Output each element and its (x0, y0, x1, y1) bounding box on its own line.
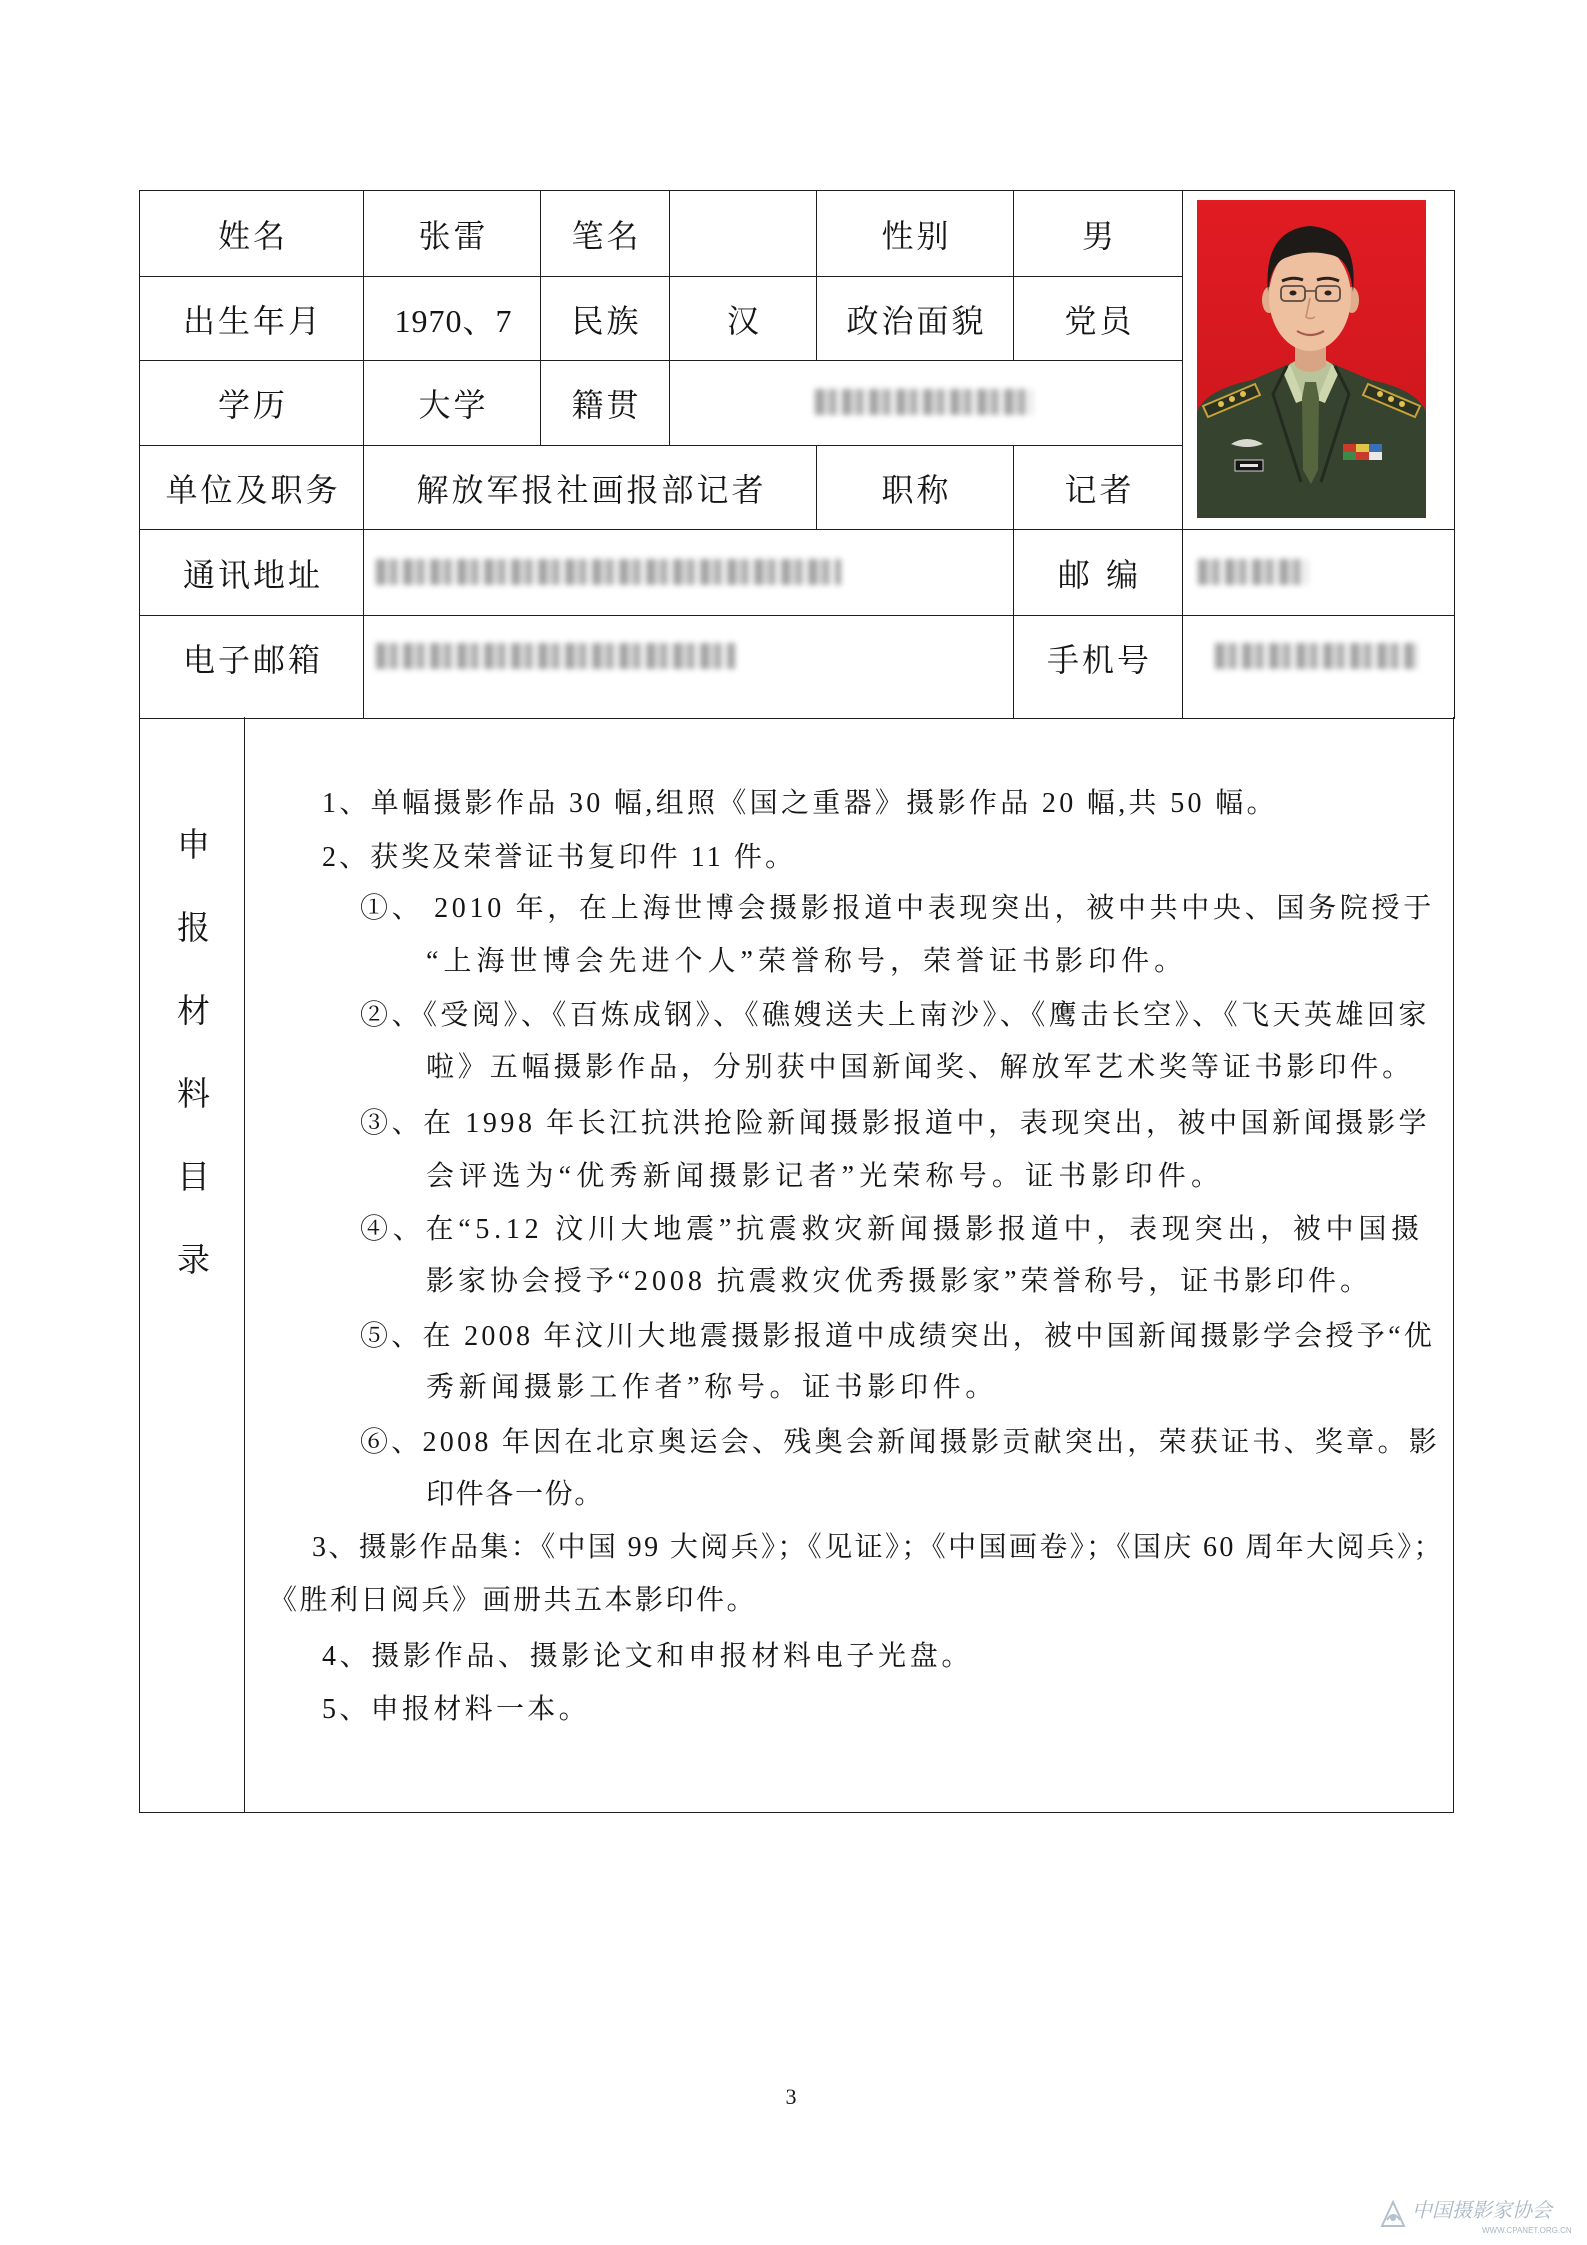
catalog-item-3-line-1 (312, 1528, 1444, 1568)
line-text: 印件各一份。 (426, 1479, 604, 1510)
catalog-item-5-line (322, 1690, 590, 1730)
ethnicity-value: 汉 (670, 277, 817, 361)
line-text: “上海世博会先进个人”荣誉称号，荣誉证书影印件。 (426, 946, 1188, 977)
name-label: 姓名 (140, 191, 364, 277)
line-text: 4、摄影作品、摄影论文和申报材料电子光盘。 (322, 1641, 974, 1672)
line-text: 3、摄影作品集：《中国 99 大阅兵》；《见证》；《中国画卷》；《国庆 60 周年大阅兵》； (312, 1532, 1444, 1563)
email-label: 电子邮箱 (140, 616, 364, 719)
birth-value: 1970、7 (364, 277, 541, 361)
political-status-value: 党员 (1014, 277, 1183, 361)
job-title-value: 记者 (1014, 446, 1183, 530)
political-status-label: 政治面貌 (817, 277, 1014, 361)
award-6-line-1 (360, 1423, 1440, 1463)
award-5-line-2 (426, 1368, 998, 1408)
postcode-redacted (1198, 559, 1307, 585)
award-1-line-2 (426, 942, 1187, 982)
award-2-line-2 (426, 1048, 1414, 1088)
award-3-line-2 (426, 1157, 1224, 1197)
employer-value: 解放军报社画报部记者 (364, 446, 817, 530)
line-text: 2、获奖及荣誉证书复印件 11 件。 (322, 842, 797, 873)
catalog-heading: 申报材料目录 (172, 827, 211, 1325)
line-text: ④、在“5.12 汶川大地震”抗震救灾新闻摄影报道中，表现突出，被中国摄 (360, 1214, 1424, 1245)
line-text: ①、 2010 年，在上海世博会摄影报道中表现突出，被中共中央、国务院授于 (360, 893, 1435, 924)
catalog-item-2-line (322, 838, 796, 878)
address-label: 通讯地址 (140, 530, 364, 616)
job-title-label: 职称 (817, 446, 1014, 530)
education-value: 大学 (364, 361, 541, 446)
line-text: 秀新闻摄影工作者”称号。证书影印件。 (426, 1372, 998, 1403)
employer-label: 单位及职务 (140, 446, 364, 530)
association-logo-icon (1378, 2198, 1408, 2232)
mobile-redacted (1215, 643, 1418, 669)
line-text: 5、申报材料一本。 (322, 1694, 590, 1725)
mobile-label: 手机号 (1014, 616, 1183, 719)
line-text: 1、单幅摄影作品 30 幅,组照《国之重器》摄影作品 20 幅,共 50 幅。 (322, 788, 1278, 819)
catalog-item-1-line (322, 784, 1278, 824)
award-6-line-2 (426, 1475, 604, 1515)
award-2-line-1 (360, 996, 1430, 1036)
native-place-label: 籍贯 (541, 361, 670, 446)
watermark (1378, 2196, 1580, 2240)
line-text: ⑥、2008 年因在北京奥运会、残奥会新闻摄影贡献突出，荣获证书、奖章。影 (360, 1427, 1440, 1458)
award-3-line-1 (360, 1104, 1430, 1144)
portrait-photo (1197, 200, 1426, 518)
name-value: 张雷 (364, 191, 541, 277)
page-number: 3 (785, 2084, 797, 2109)
award-4-line-2 (426, 1262, 1372, 1302)
pen-name-label: 笔名 (541, 191, 670, 277)
line-text: ⑤、在 2008 年汶川大地震摄影报道中成绩突出，被中国新闻摄影学会授予“优 (360, 1321, 1436, 1352)
catalog-item-3-line-2 (269, 1581, 757, 1621)
birth-label: 出生年月 (140, 277, 364, 361)
line-text: ②、《受阅》、《百炼成钢》、《礁嫂送夫上南沙》、《鹰击长空》、《飞天英雄回家 (360, 1000, 1430, 1031)
address-redacted (376, 559, 841, 585)
line-text: 啦》五幅摄影作品，分别获中国新闻奖、解放军艺术奖等证书影印件。 (426, 1052, 1414, 1083)
line-text: 影家协会授予“2008 抗震救灾优秀摄影家”荣誉称号，证书影印件。 (426, 1266, 1372, 1297)
award-5-line-1 (360, 1317, 1435, 1357)
email-redacted (376, 643, 735, 669)
gender-label: 性别 (817, 191, 1014, 277)
education-label: 学历 (140, 361, 364, 446)
line-text: ③、在 1998 年长江抗洪抢险新闻摄影报道中，表现突出，被中国新闻摄影学 (360, 1108, 1431, 1139)
postcode-label: 邮 编 (1014, 530, 1183, 616)
gender-value: 男 (1014, 191, 1183, 277)
catalog-item-4-line (322, 1637, 973, 1677)
ethnicity-label: 民族 (541, 277, 670, 361)
line-text: 《胜利日阅兵》画册共五本影印件。 (269, 1585, 758, 1616)
award-1-line-1 (360, 889, 1435, 929)
award-4-line-1 (360, 1210, 1424, 1250)
watermark-name: 中国摄影家协会 (1412, 2198, 1552, 2222)
pen-name-value (670, 191, 817, 277)
line-text: 会评选为“优秀新闻摄影记者”光荣称号。证书影印件。 (426, 1161, 1225, 1192)
native-place-redacted (815, 389, 1032, 415)
watermark-url: WWW.CPANET.ORG.CN (1482, 2226, 1572, 2235)
